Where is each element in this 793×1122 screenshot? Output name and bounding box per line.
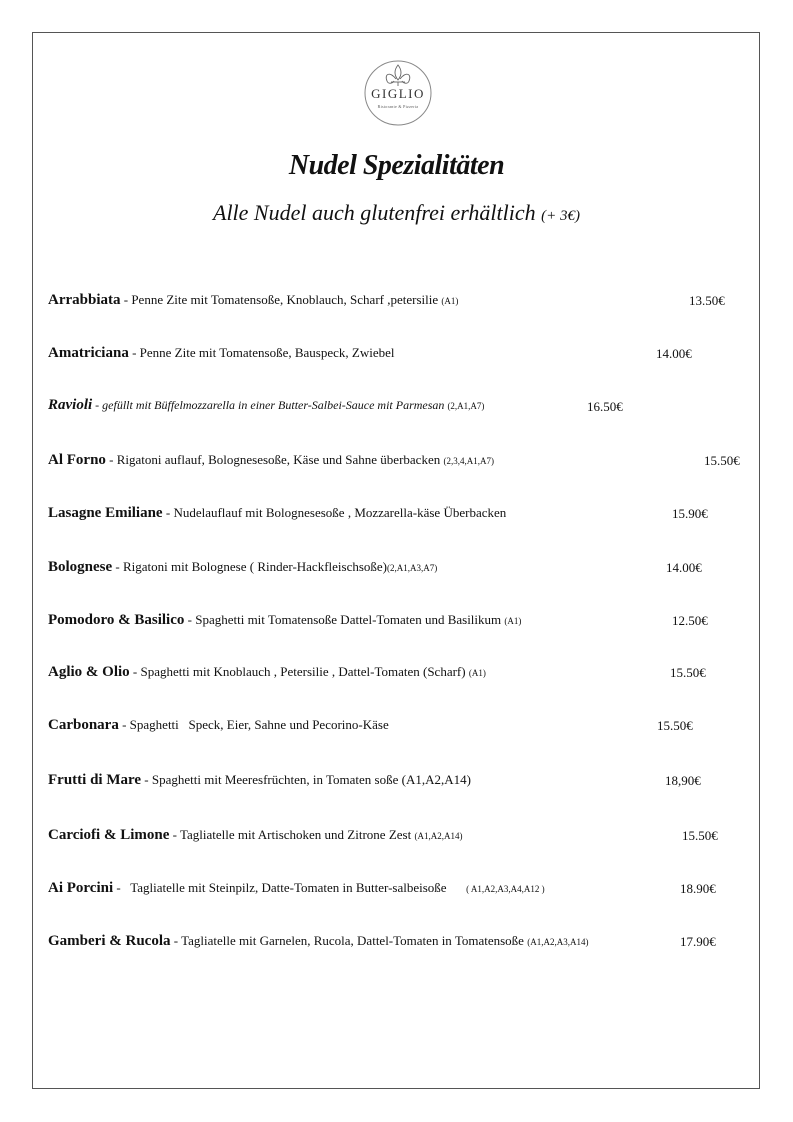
item-price: 12.50€ — [672, 613, 708, 628]
item-name: Al Forno — [48, 452, 106, 468]
item-name: Lasagne Emiliane — [48, 505, 163, 521]
item-allergens: (A1) — [441, 296, 459, 306]
menu-item — [48, 345, 394, 362]
item-description: - gefüllt mit Büffelmozzarella in einer Butter-Salbei-Sauce mit Parmesan — [92, 398, 448, 412]
item-price: 13.50€ — [689, 293, 725, 308]
item-price: 14.00€ — [666, 560, 702, 575]
item-name: Gamberi & Rucola — [48, 933, 171, 949]
item-price: 16.50€ — [587, 399, 623, 414]
item-allergens: (2,A1,A7) — [447, 401, 485, 411]
item-price: 15.50€ — [704, 453, 740, 468]
item-name: Bolognese — [48, 559, 113, 575]
item-description: - Penne Zite mit Tomatensoße, Bauspeck, Zwiebel — [128, 345, 395, 360]
item-description: - Nudelauflauf mit Bolognesesoße , Mozzarella-käse Überbacken — [162, 505, 507, 520]
item-description: - Tagliatelle mit Steinpilz, Datte-Tomaten in Butter-salbeisoße — [113, 880, 467, 895]
item-allergens: (A1,A2,A3,A14) — [527, 937, 589, 947]
menu-item — [48, 505, 506, 522]
menu-item — [48, 612, 521, 629]
menu-item — [48, 452, 494, 469]
item-allergens: (A1,A2,A14) — [414, 831, 463, 841]
item-name: Amatriciana — [48, 345, 129, 361]
item-description: - Tagliatelle mit Garnelen, Rucola, Dattel-Tomaten in Tomatensoße — [170, 933, 528, 948]
logo-name: GIGLIO — [371, 86, 425, 101]
item-allergens: (A1) — [468, 668, 486, 678]
item-description: - Spaghetti mit Tomatensoße Dattel-Tomaten und Basilikum — [184, 612, 505, 627]
item-price: 18,90€ — [665, 773, 701, 788]
item-name: Aglio & Olio — [48, 664, 130, 680]
logo-subtitle: Ristorante & Pizzeria — [377, 104, 419, 109]
item-allergens: (2,3,4,A1,A7) — [443, 456, 494, 466]
item-description: - Penne Zite mit Tomatensoße, Knoblauch, Scharf ,petersilie — [120, 292, 442, 307]
page-subtitle — [0, 200, 793, 226]
menu-item — [48, 292, 458, 309]
item-description: - Tagliatelle mit Artischoken und Zitrone Zest — [169, 827, 415, 842]
item-name: Ravioli — [48, 397, 93, 413]
page-title: Nudel Spezialitäten — [288, 150, 505, 181]
item-name: Carbonara — [48, 717, 119, 733]
menu-item — [48, 717, 389, 734]
item-description: - Rigatoni mit Bolognese ( Rinder-Hackfleischsoße) — [112, 559, 388, 574]
item-price: 18.90€ — [680, 881, 716, 896]
item-description: - Spaghetti mit Knoblauch , Petersilie , Dattel-Tomaten (Scharf) — [129, 664, 469, 679]
menu-item — [48, 397, 484, 414]
item-name: Arrabbiata — [48, 292, 121, 308]
menu-item — [48, 772, 471, 789]
item-description: - Spaghetti mit Meeresfrüchten, in Tomaten soße (A1,A2,A14) — [141, 772, 471, 787]
item-price: 15.50€ — [682, 828, 718, 843]
menu-item — [48, 933, 588, 950]
item-name: Ai Porcini — [48, 880, 114, 896]
item-allergens: (2,A1,A3,A7) — [387, 563, 438, 573]
item-price: 15.50€ — [670, 665, 706, 680]
item-allergens: (A1) — [504, 616, 522, 626]
menu-item — [48, 827, 462, 844]
menu-item — [48, 880, 545, 897]
menu-item — [48, 559, 437, 576]
item-description: - Rigatoni auflauf, Bolognesesoße, Käse und Sahne überbacken — [105, 452, 444, 467]
subtitle-text: Alle Nudel auch glutenfrei erhältlich — [213, 200, 536, 225]
item-allergens: ( A1,A2,A3,A4,A12 ) — [466, 884, 545, 894]
restaurant-logo — [363, 59, 433, 127]
item-description: - Spaghetti Speck, Eier, Sahne und Pecorino-Käse — [118, 717, 389, 732]
item-name: Frutti di Mare — [48, 772, 142, 788]
item-name: Pomodoro & Basilico — [48, 612, 185, 628]
item-price: 15.50€ — [657, 718, 693, 733]
subtitle-surcharge: (+ 3€) — [541, 208, 580, 224]
item-price: 14.00€ — [656, 346, 692, 361]
item-price: 15.90€ — [672, 506, 708, 521]
item-name: Carciofi & Limone — [48, 827, 170, 843]
item-price: 17.90€ — [680, 934, 716, 949]
menu-item — [48, 664, 486, 681]
